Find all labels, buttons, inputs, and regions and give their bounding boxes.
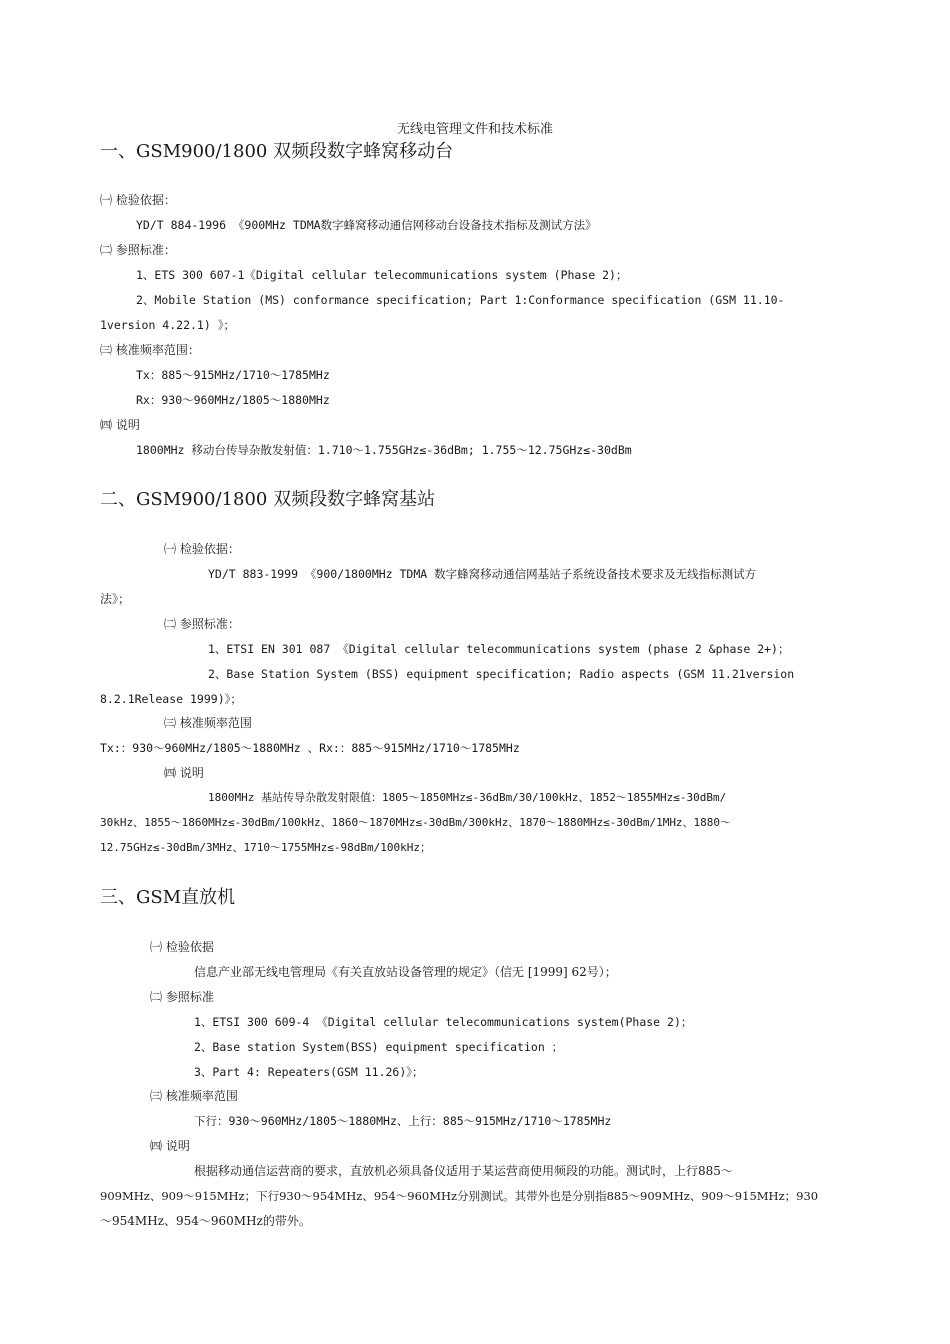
s1-ref-2-cont: 1version 4.22.1) 》； — [100, 318, 235, 332]
s1-ref-label: ㈡ 参照标准： — [100, 243, 176, 257]
s2-ref-1: 1、ETSI EN 301 087 《Digital cellular telecommunications system (phase 2 &phase 2+)； — [208, 642, 790, 656]
s3-ref-3: 3、Part 4: Repeaters(GSM 11.26)》； — [194, 1065, 424, 1079]
s1-ref-2: 2、Mobile Station (MS) conformance specification; Part 1:Conformance specification (GSM 11.10- — [136, 293, 785, 307]
s3-note-label: ㈣ 说明 — [150, 1139, 190, 1153]
s3-note-3: ～954MHz、954～960MHz的带外。 — [100, 1214, 311, 1228]
s1-note-label: ㈣ 说明 — [100, 418, 140, 432]
s1-freq-label: ㈢ 核准频率范围： — [100, 343, 200, 357]
s3-ref-1: 1、ETSI 300 609-4 《Digital cellular telecommunications system(Phase 2)； — [194, 1015, 693, 1029]
section-3-heading: 三、GSM直放机 — [100, 887, 236, 908]
s3-ref-2: 2、Base station System(BSS) equipment specification ； — [194, 1040, 564, 1054]
s2-note-label: ㈣ 说明 — [164, 766, 204, 780]
s2-freq-label: ㈢ 核准频率范围 — [164, 716, 252, 730]
s2-freq-text: Tx:：930～960MHz/1805～1880MHz 、Rx:：885～915MHz/1710～1785MHz — [100, 741, 520, 755]
s1-rx: Rx：930～960MHz/1805～1880MHz — [136, 393, 330, 407]
s2-note-3: 12.75GHz≤-30dBm/3MHz、1710～1755MHz≤-98dBm/100kHz； — [100, 841, 432, 854]
s3-ref-label: ㈡ 参照标准 — [150, 990, 214, 1004]
s1-basis-label: ㈠ 检验依据： — [100, 193, 176, 207]
s3-freq-text: 下行：930～960MHz/1805～1880MHz、上行：885～915MHz/1710～1785MHz — [194, 1114, 612, 1128]
s1-ref-1: 1、ETS 300 607-1《Digital cellular telecommunications system (Phase 2)； — [136, 268, 628, 282]
s1-note-text: 1800MHz 移动台传导杂散发射值：1.710～1.755GHz≤-36dBm; 1.755～12.75GHz≤-30dBm — [136, 443, 632, 457]
s1-tx: Tx：885～915MHz/1710～1785MHz — [136, 368, 330, 382]
s3-basis-text: 信息产业部无线电管理局《有关直放站设备管理的规定》（信无 [1999] 62号）； — [194, 965, 617, 979]
s2-ref-label: ㈡ 参照标准： — [164, 617, 240, 631]
s2-basis-label: ㈠ 检验依据： — [164, 542, 240, 556]
s3-note-2: 909MHz、909～915MHz；下行930～954MHz、954～960MHz分别测试。其带外也是分别指885～909MHz、909～915MHz；930 — [100, 1189, 819, 1203]
s2-note-2: 30kHz、1855～1860MHz≤-30dBm/100kHz、1860～1870MHz≤-30dBm/300kHz、1870～1880MHz≤-30dBm/1MHz、1880～ — [100, 816, 732, 829]
s3-note-1: 根据移动通信运营商的要求，直放机必须具备仪适用于某运营商使用频段的功能。测试时，上行885～ — [194, 1164, 733, 1178]
s2-basis-text: YD/T 883-1999 《900/1800MHz TDMA 数字蜂窝移动通信网基站子系统设备技术要求及无线指标测试方 — [208, 567, 757, 581]
s2-basis-cont: 法》； — [100, 592, 131, 606]
s2-ref-2: 2、Base Station System (BSS) equipment specification; Radio aspects (GSM 11.21version — [208, 667, 795, 681]
s3-basis-label: ㈠ 检验依据 — [150, 940, 214, 954]
s1-basis-text: YD/T 884-1996 《900MHz TDMA数字蜂窝移动通信网移动台设备技术指标及测试方法》 — [136, 218, 597, 232]
s3-freq-label: ㈢ 核准频率范围 — [150, 1089, 238, 1103]
s2-ref-2-cont: 8.2.1Release 1999)》； — [100, 692, 242, 706]
section-1-heading: 一、GSM900/1800 双频段数字蜂窝移动台 — [100, 141, 454, 162]
section-2-heading: 二、GSM900/1800 双频段数字蜂窝基站 — [100, 489, 436, 510]
document-title: 无线电管理文件和技术标准 — [396, 122, 553, 137]
s2-note-1: 1800MHz 基站传导杂散发射限值：1805～1850MHz≤-36dBm/30/100kHz、1852～1855MHz≤-30dBm/ — [208, 791, 727, 804]
